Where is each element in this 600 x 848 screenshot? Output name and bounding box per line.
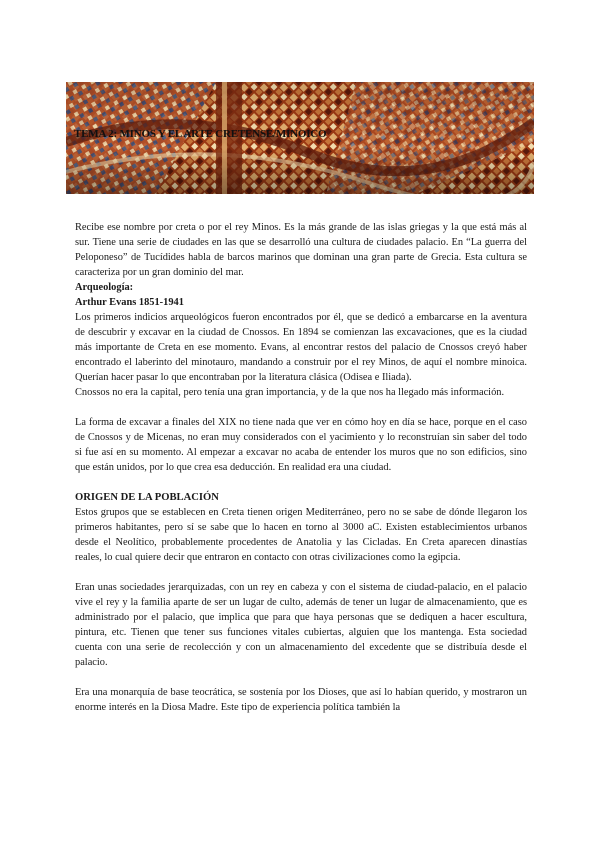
archaeology-subheading: Arthur Evans 1851-1941: [75, 297, 184, 308]
origin-paragraph-3: Era una monarquía de base teocrática, se sostenía por los Dioses, que así lo habían querido, y mostraron un enorme interés en la Diosa Madre. Este tipo de experiencia política también la: [75, 687, 527, 713]
page-title: TEMA 2: MINOS Y EL ARTE CRETENSE/MINOICO: [74, 128, 327, 140]
origin-paragraph-1: Estos grupos que se establecen en Creta tienen origen Mediterráneo, pero no se sabe de dónde llegaron los primeros habitantes, pero sí se sabe que lo hacen en torno al 3000 aC. Existen establecimientos urbanos desde el Neolítico, probablemente procedentes de Anatolia y las Cicladas. En Creta aparecen dinastías reales, lo cual quiere decir que entraron en contacto con otras civilizaciones como la egipcia.: [75, 507, 527, 563]
document-body: [75, 220, 527, 715]
archaeology-paragraph-3: La forma de excavar a finales del XIX no tiene nada que ver en cómo hoy en día se hace, porque en el caso de Cnossos y de Micenas, no eran muy considerados con el yacimiento y lo reconstruían sin saber del todo si fue así en su momento. Al empezar a excavar no acaba de entender los muros que no son edificios, sino que están unidos, por lo que crea esa deducción. En realidad era una ciudad.: [75, 417, 527, 473]
header-banner: [66, 82, 534, 194]
archaeology-paragraph-1: Los primeros indicios arqueológicos fueron encontrados por él, que se dedicó a embarcarse en la aventura de descubrir y excavar en la ciudad de Cnossos. En 1894 se comienzan las excavaciones, que es la ciudad más importante de Creta en ese momento. Evans, al encontrar restos del palacio de Cnossos creyó haber encontrado el laberinto del minotauro, mandando a construir por el rey Minos, de aquí el nombre minoica. Querían hacer pasar lo que encontraban por la literatura clásica (Odisea e Iliada).: [75, 312, 527, 383]
archaeology-paragraph-2: Cnossos no era la capital, pero tenía una gran importancia, y de la que nos ha llegado más información.: [75, 387, 505, 398]
origin-heading: ORIGEN DE LA POBLACIÓN: [75, 492, 219, 503]
archaeology-heading: Arqueología:: [75, 282, 134, 293]
origin-paragraph-2: Eran unas sociedades jerarquizadas, con un rey en cabeza y con el sistema de ciudad-palacio, en el palacio vive el rey y la familia aparte de ser un lugar de culto, además de tener un lugar de almacenamiento, que es administrado por el palacio, que implica que para que haya personas que se dediquen a hacer escultura, pintura, etc. Tienen que tener sus funciones vitales cubiertas, alguien que los mantenga. Esta sociedad cuenta con una serie de recolección y con un almacenamiento del excedente que se distribuía desde el palacio.: [75, 582, 527, 668]
intro-paragraph: Recibe ese nombre por creta o por el rey Minos. Es la más grande de las islas griegas y la que está más al sur. Tiene una serie de ciudades en las que se desarrolló una cultura de ciudades palacio. En “La guerra del Peloponeso” de Tucídides habla de barcos marinos que dominan una gran parte de Grecia. Esta cultura se caracteriza por un gran dominio del mar.: [75, 222, 527, 278]
